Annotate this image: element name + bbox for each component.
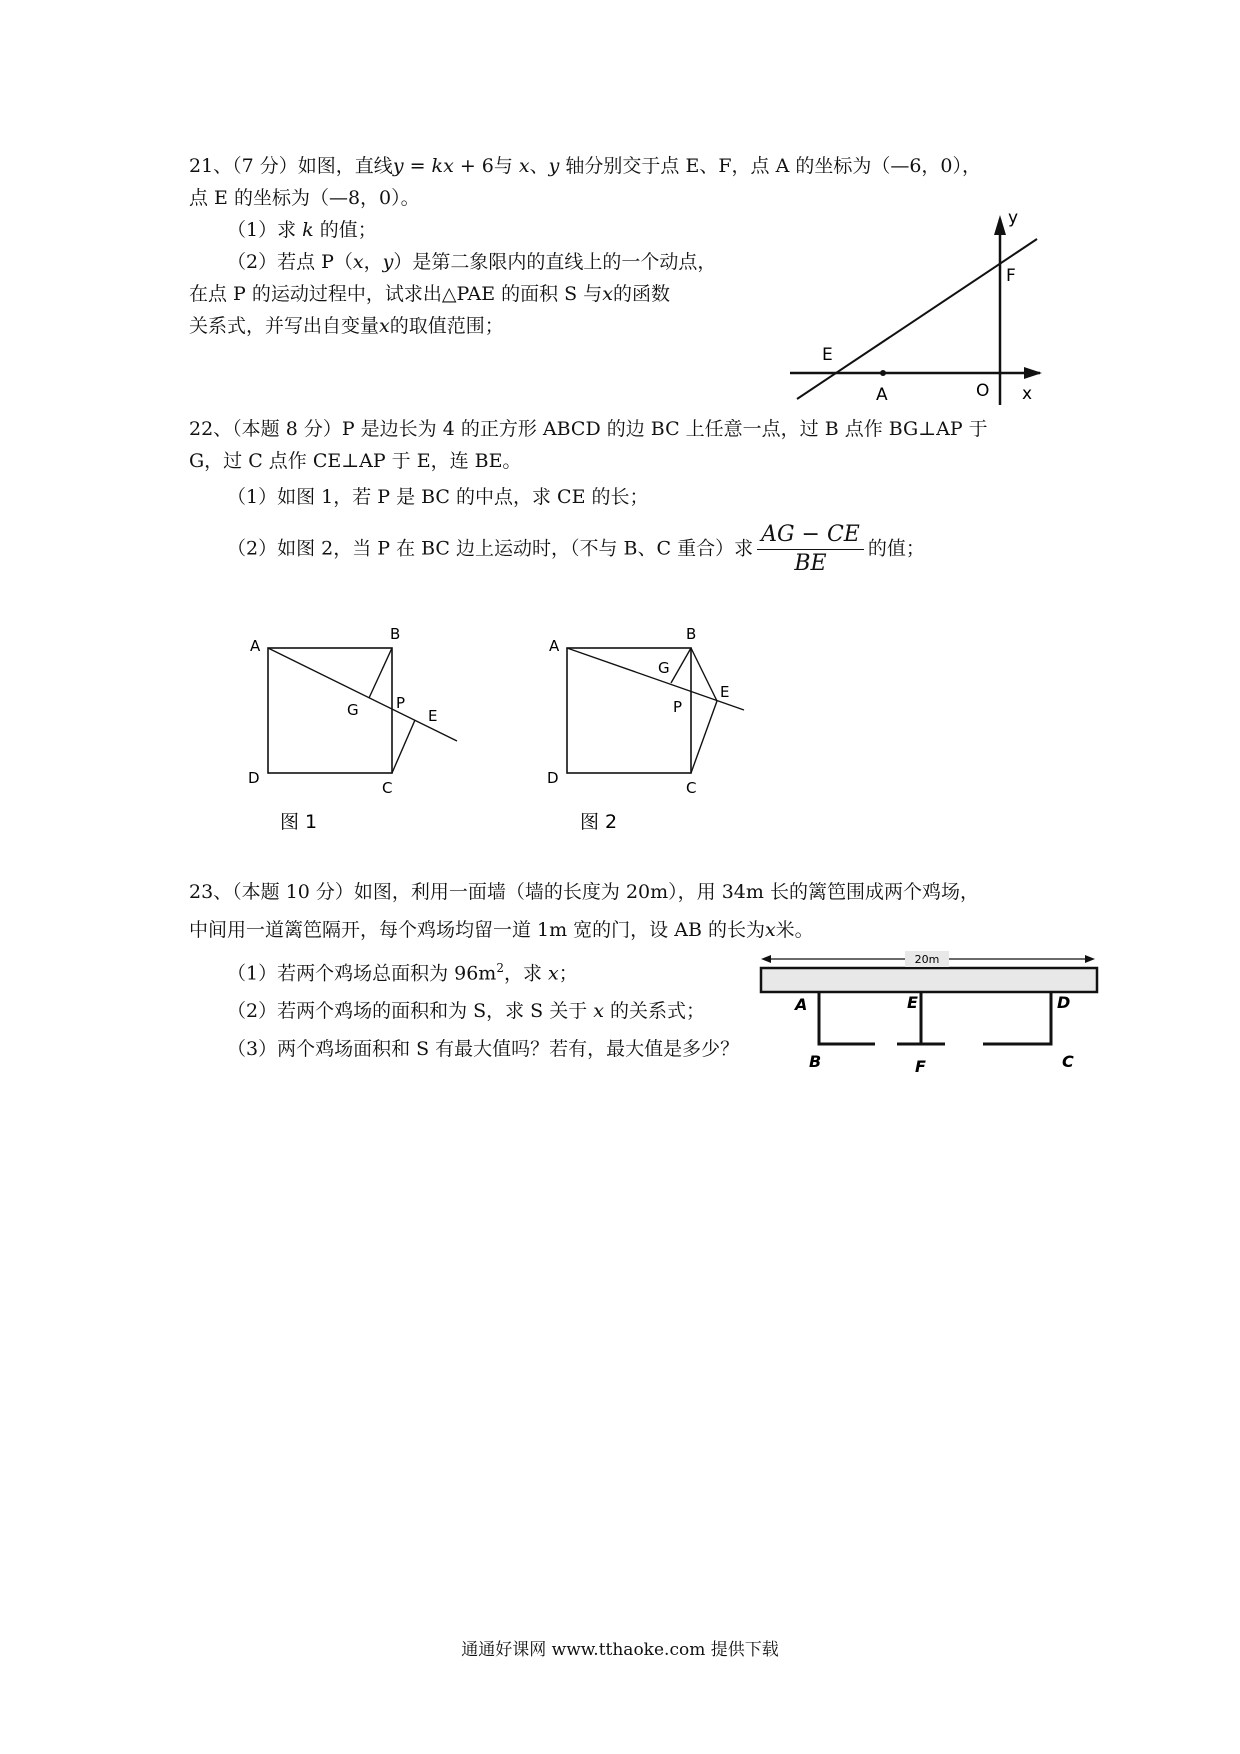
- q22-fig1-caption: 图 1: [280, 811, 318, 833]
- q21-x-axis-arrow: [1024, 367, 1042, 379]
- q22-line-1: 22、（本题 8 分）P 是边长为 4 的正方形 ABCD 的边 BC 上任意一点，过 B 点作 BG⊥AP 于: [189, 418, 988, 440]
- q23-line-1: 23、（本题 10 分）如图，利用一面墙（墙的长度为 20m），用 34m 长的篱笆围成两个鸡场，: [189, 881, 979, 903]
- q21-label-f: F: [1006, 266, 1016, 286]
- q21-part-1: （1）求 k 的值；: [227, 219, 377, 241]
- q22-fig2-label-d: D: [547, 769, 559, 787]
- q22-fig2-label-c: C: [686, 779, 697, 797]
- q21-line-2: 点 E 的坐标为（—8，0）。: [189, 187, 420, 209]
- q23-figure: [755, 950, 1105, 1080]
- q23-wall: [761, 968, 1097, 992]
- q22-figure-1: [248, 625, 457, 833]
- q22-figure-2: [547, 625, 744, 833]
- q22-fig1-line-bg: [369, 648, 392, 698]
- q21-line-1: 21、（7 分）如图，直线y = kx + 6与 x、y 轴分别交于点 E、F，点 A 的坐标为（—6，0），: [189, 155, 982, 177]
- q22-fig1-line-ae: [268, 648, 457, 741]
- q23-line-2: 中间用一道篱笆隔开，每个鸡场均留一道 1m 宽的门，设 AB 的长为x米。: [189, 919, 814, 941]
- q23-label-d: D: [1057, 993, 1071, 1012]
- q22-fraction-numerator: AG − CE: [757, 521, 864, 550]
- q23-label-a: A: [795, 995, 808, 1014]
- q23-fence-right: [983, 992, 1051, 1044]
- question-22: [189, 413, 988, 578]
- q22-part-2: （2）如图 2，当 P 在 BC 边上运动时，（不与 B、C 重合）求 $\frac{AG - CE}{BE}$ 的值；: [227, 522, 925, 576]
- q23-dimension-arrow-right: [1085, 955, 1095, 963]
- q23-part-3: （3）两个鸡场面积和 S 有最大值吗？若有，最大值是多少？: [227, 1038, 740, 1061]
- q23-part-2: （2）若两个鸡场的面积和为 S，求 S 关于 x 的关系式；: [227, 1000, 706, 1023]
- q21-part-2-line-2: 在点 P 的运动过程中，试求出△PAE 的面积 S 与x的函数: [189, 283, 670, 305]
- q22-fig2-line-bg: [671, 648, 691, 683]
- q21-part-2: （2）若点 P（x，y）是第二象限内的直线上的一个动点，: [227, 251, 717, 273]
- q22-line-2: G，过 C 点作 CE⊥AP 于 E，连 BE。: [189, 450, 522, 472]
- q21-label-x: x: [1022, 384, 1033, 404]
- q23-label-b: B: [809, 1052, 822, 1071]
- q22-fig2-label-e: E: [720, 683, 730, 701]
- q23-label-c: C: [1062, 1052, 1074, 1071]
- q22-fig1-label-p: P: [396, 694, 406, 712]
- q23-fence-left: [819, 992, 875, 1044]
- q22-figures: [230, 615, 810, 855]
- q23-part-1: （1）若两个鸡场总面积为 $96m^2$，求 x；: [227, 961, 578, 985]
- q22-fig1-label-e: E: [428, 707, 438, 725]
- q22-part-1: （1）如图 1，若 P 是 BC 的中点，求 CE 的长；: [227, 486, 649, 508]
- q22-fig1-label-b: B: [390, 625, 401, 643]
- q22-fig2-line-ce: [691, 701, 717, 773]
- page-footer: 通通好课网 www.tthaoke.com 提供下载: [461, 1640, 779, 1660]
- q22-fig1-label-g: G: [347, 701, 359, 719]
- q22-fig2-label-g: G: [658, 659, 670, 677]
- q22-fraction-denominator: BE: [794, 551, 827, 576]
- q21-figure: [780, 205, 1070, 405]
- q22-fig2-label-a: A: [549, 637, 560, 655]
- q22-fig1-label-c: C: [382, 779, 393, 797]
- q21-label-o: O: [976, 381, 990, 401]
- q23-label-f: F: [915, 1057, 926, 1076]
- q21-part-2-line-3: 关系式，并写出自变量x的取值范围；: [189, 315, 504, 337]
- q21-label-y: y: [1008, 208, 1019, 228]
- q22-fig2-label-p: P: [673, 698, 683, 716]
- q22-fig2-caption: 图 2: [580, 811, 618, 833]
- q21-y-axis-arrow: [994, 215, 1006, 235]
- q22-fig1-label-d: D: [248, 769, 260, 787]
- q21-label-e: E: [822, 345, 833, 365]
- q22-fig2-label-b: B: [686, 625, 697, 643]
- q23-wall-length-label: 20m: [914, 953, 940, 966]
- q21-point-a: [880, 370, 886, 376]
- q23-dimension-arrow-left: [761, 955, 771, 963]
- q23-label-e: E: [907, 993, 918, 1012]
- q22-fig1-square: [268, 648, 392, 773]
- q22-fig1-line-ce: [392, 720, 415, 773]
- q22-fig1-label-a: A: [250, 637, 261, 655]
- q22-fraction: [757, 521, 864, 578]
- q21-label-a: A: [876, 385, 888, 405]
